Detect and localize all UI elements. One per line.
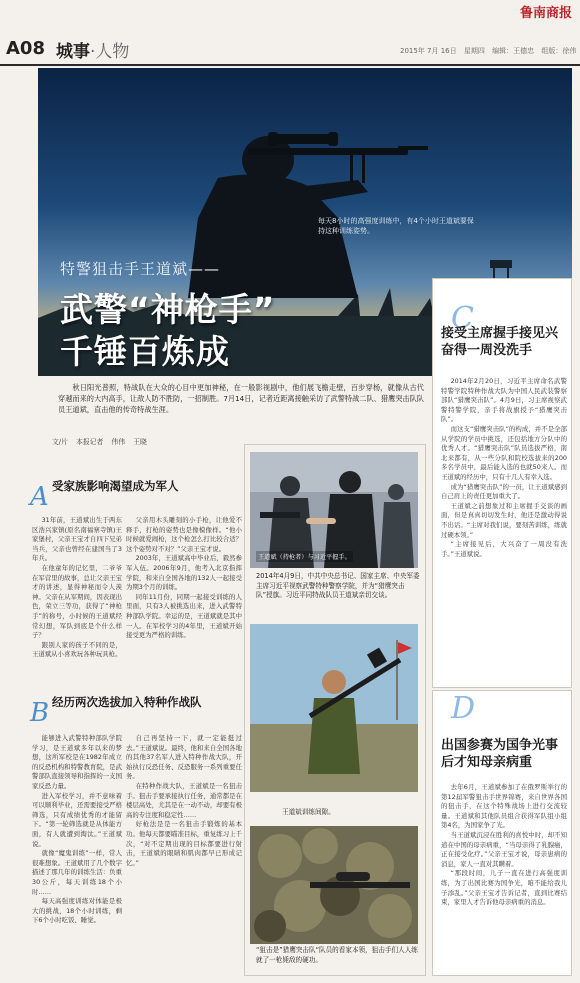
section-sub: 人物 (95, 42, 130, 62)
photo-handshake (250, 452, 418, 568)
sidebar-c-heading: 接受主席握手接见兴奋得一周没洗手 (441, 326, 559, 358)
sidebar-box-d (432, 690, 572, 976)
article-lede: 秋日阳光普照，特战队在大众的心目中更加神秘，在一般影视剧中，他们展飞檐走壁，百步穿杨，就像从古代穿越而来的大内高手，让敌人防不胜防，一招制胜。7月14日，记者近距离接触采访了武警特战二队、猎鹰突击队队员王道斌，直击他的传奇特战生涯。 (58, 383, 424, 414)
date: 2015年 7月 16日 (400, 47, 457, 55)
paragraph: 父亲用木头雕刻的小手枪，让他爱不释手，打枪的姿势也是像模像样。“他小时候就爱闹枪，这个枪怎么打比较合适？这个姿势对不对？”父亲王宝才说。 (126, 516, 242, 553)
camouflage-photo-illustration (250, 826, 418, 944)
paragraph: 王道斌之前想象过和主席握手交谈的画面，但是真真切切发生时，他还是激动得说不出话。“主席对我们说，要刻苦训练，练就过硬本领。” (441, 501, 567, 539)
photo-inline-caption: 王道斌（持枪者）与习近平握手。 (256, 551, 353, 562)
photo-caption-training: 王道斌训练间隙。 (282, 808, 335, 816)
section-letter-c: C (451, 301, 474, 336)
paragraph: 进入军校学习，并不意味着可以顺利毕业，还需要接受严格筛选，只有成绩优秀的才能留下。“第一轮筛选就是从体能方面，有人就遭到淘汰。”王道斌说。 (32, 791, 122, 848)
paragraph: 成为“猎鹰突击队”的一员，让王道斌感到自己肩上的责任更加重大了。 (441, 482, 567, 501)
weekday: 星期四 (463, 47, 485, 55)
paragraph: 就像“魔鬼训练”一样，常人很难想象。王道斌用了几个数字描述了那几年的训练生活：负重30公斤，每天训练18个小时…… (32, 849, 122, 896)
headline-line-1: 武警“神枪手” (60, 290, 276, 329)
section-letter-d: D (451, 691, 476, 726)
paragraph: 在他童年的记忆里，二爷爷在军营里的故事，总让父亲王宝才的讲述，显得神秘而令人羡神。父亲在从军期间，因表现出色，荣立三等功，获得了“神枪手”的称号，小时候的王道斌经常幻想，军队到底是个什么样子？ (32, 563, 122, 640)
newspaper-name: 鲁南商报 (519, 6, 572, 21)
paragraph: 好枪法是是一名狙击手锻炼的基本功。他每天都要瞄准目标，重复练习上千次，“对不定期出现的目标都要进行射击，王道斌的眼睛和肌肉都早已形成记忆。” (126, 820, 242, 867)
paragraph: 在特种作战大队，王道斌是一名狙击手。狙击手要承接执行任务，通常都是在楼层高处，尤其是在一动不动，却要有极高的专注度和稳定性…… (126, 781, 242, 819)
byline (52, 436, 153, 446)
photo-caption-camouflage: “狙击是”猎鹰突击队“队员的看家本领，狙击手们人人练就了一枪毙敌的硬功。 (256, 946, 418, 964)
page-code: A08 (6, 38, 45, 59)
page-header (0, 36, 580, 66)
byline-author-2: 王晓 (133, 438, 147, 446)
section-dot: · (90, 42, 96, 62)
article-kicker: 特警狙击手王道斌—— (60, 260, 221, 278)
paragraph: 能够进入武警特种部队学院学习，是王道斌多年以来的梦想，这所军校是在1982年成立的反恐机构和特警教育院，是武警部队直接领导和指挥的一支国家反恐力量。 (32, 734, 122, 790)
paragraph: 而这支“猎鹰突击队”的构成，并不是全部从学院的学员中挑选，还包括地方分队中的优秀人才。“猎鹰突击队”队员选拔严格，南北来都有，从一些分队和院校选拔来的200多名学员中，最后能入选的也就50来人。而王道斌的经历中，只有十几人有幸入选。 (441, 424, 567, 481)
paragraph: 去年6月，王道斌参加了在俄罗斯举行的第12届军警狙击手世界锦赛，来自世界各国的狙击手，在这个特殊战场上进行交流较量。王道斌和其他队员组合获得军队组小组第4名，为国家争了光。 (441, 783, 567, 830)
photo-soldier-standing (250, 624, 418, 792)
designer: 组版：徐伟 (541, 47, 577, 55)
photo-caption-handshake: 2014年4月9日，中共中央总书记、国家主席、中央军委主席习近平视察武警特种警察学院，并为“猎鹰突击队”授旗。习近平同特战队员王道斌亲切交谈。 (256, 572, 420, 600)
paragraph: 2003年，王道斌高中毕业后，毅然参军入伍。2006年9月，他考入北京指挥学院，和来自全国各地的132人一起接受为期3个月的训练。 (126, 554, 242, 592)
photo-camouflage-sniper (250, 826, 418, 944)
section-b-column-2 (126, 734, 242, 976)
byline-type: 文/片 (52, 438, 68, 446)
section-title (56, 37, 129, 62)
section-letter-a: A (30, 482, 49, 512)
paragraph: 每天高强度训练对体能是极大的挑战，18个小时训练，剩下6个小时吃饭、睡觉。 (32, 897, 122, 925)
sidebar-c-body (441, 377, 567, 559)
byline-author-1: 伟伟 (111, 438, 126, 446)
section-a-column-2 (126, 516, 242, 688)
paragraph: “主席接见后，大兴奋了一周没有洗手。”王道斌说。 (441, 540, 567, 558)
section-a-column-1 (32, 516, 122, 688)
masthead (0, 0, 580, 21)
headline-line-2: 千锤百炼成 (60, 332, 230, 371)
section-letter-b: B (30, 698, 50, 728)
paragraph: 2014年2月20日，习近平主席命名武警特警学院特种作战大队为中国人民武装警察部队“猎鹰突击队”。4月9日，习主席视察武警特警学院，亲手将战旗授予“猎鹰突击队”。 (441, 377, 567, 424)
paragraph: “那段时间，儿子一直在进行高强度训练，为了出国比赛为国争光，咱不能给我儿子添乱。”父亲王宝才告诉记者，直到比赛结束，家里人才告诉他母亲病重的消息。 (441, 869, 567, 907)
paragraph: 31年前，王道斌出生于两东区浩兴家镇(原名南福寨寺镇)王家堡村，父亲王宝才自四下兄弟当兵，父亲也曾经在建国当了3年兵。 (32, 516, 122, 563)
paragraph: 当王道斌沉浸在胜利的喜悦中时，却不知道在中国的母亲病重，“当母亲得了乳腺癌，正在接受化疗。”父亲王宝才说，母亲患病的消息，家人一直对其瞒着。 (441, 830, 567, 868)
page-meta (400, 46, 580, 56)
sidebar-box-c (432, 278, 572, 688)
hero-caption: 每天8小时的高强度训练中，有4个小时王道斌要保持这种训练姿势。 (318, 217, 474, 235)
section-b-column-1 (32, 734, 122, 976)
sidebar-d-heading: 出国参赛为国争光事后才知母亲病重 (441, 738, 559, 770)
paragraph: 自己再坚持一下，就一定能挺过去。”王道斌说。最终，他和来自全国各地的其他37名军人进入特种作战大队，开始执行反恐任务、反恐服务一系列重要任务。 (126, 734, 242, 781)
soldier-photo-illustration (250, 624, 418, 792)
paragraph: 跟别人家的孩子不同的是，王道斌从小喜欢玩各种玩具枪。 (32, 640, 122, 659)
section-b-heading: 经历两次选拔加入特种作战队 (52, 695, 202, 709)
byline-role: 本报记者 (76, 438, 104, 446)
paragraph: 同年11月份，同期一起接受训练的人里面，只有3人被挑选出来，进入武警特种部队学院。幸运的是，王道斌就是其中一人。在军校学习的4年里，王道斌开始接受更为严格的训练。 (126, 592, 242, 640)
sidebar-d-body (441, 783, 567, 973)
section-a-heading: 受家族影响渴望成为军人 (52, 479, 179, 493)
editor: 编辑：王德忠 (492, 47, 535, 55)
section-name: 城事 (56, 42, 90, 62)
